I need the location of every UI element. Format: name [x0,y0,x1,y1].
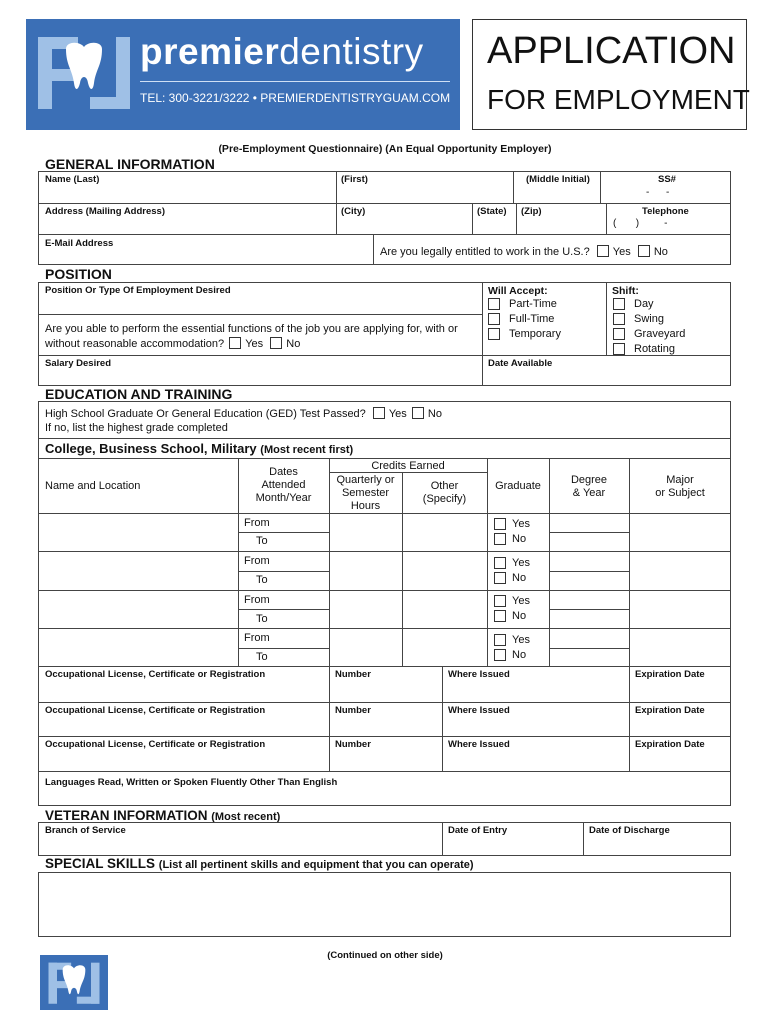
row2-grad-no-label: No [512,572,527,584]
footer-logo-icon [40,955,108,1010]
skills-heading [45,856,474,871]
shift-swing-checkbox[interactable] [613,313,625,325]
college-heading-sub: (Most recent first) [260,444,354,456]
row3-from-label: From [244,594,270,606]
ss-label: SS# [658,174,676,185]
row3-grad-no-checkbox[interactable] [494,610,506,622]
will-accept-label: Will Accept: [488,285,548,297]
city-input[interactable] [338,216,470,232]
legal-no-label: No [653,246,668,258]
col-other-header: Other (Specify) [422,480,467,505]
ss-format: - - [646,187,670,198]
date-available-input[interactable] [484,368,729,384]
entry-date-input[interactable] [444,836,581,854]
languages-input[interactable] [40,789,729,804]
accept-part-time-checkbox[interactable] [488,298,500,310]
license3-expiration-label: Expiration Date [635,739,705,750]
row1-to-label: To [256,535,268,547]
shift-rotating-checkbox[interactable] [613,343,625,355]
able-no-label: No [286,338,301,350]
email-input[interactable] [40,249,371,263]
first-name-input[interactable] [338,185,511,201]
hs-question-text: High School Graduate Or General Education (GED) Test Passed? [45,408,366,420]
zip-input[interactable] [518,216,604,232]
discharge-date-input[interactable] [585,836,729,854]
brand-name [140,31,424,73]
col-name-header: Name and Location [45,480,141,492]
col-quarterly-header: Quarterly or Semester Hours [336,474,395,512]
row2-grad-no-checkbox[interactable] [494,572,506,584]
name-last-label: Name (Last) [45,174,100,185]
zip-label: (Zip) [521,206,542,217]
accept-temporary-label: Temporary [509,328,561,340]
license3-where-label: Where Issued [448,739,510,750]
row3-grad-yes-label: Yes [512,595,530,607]
license3-number-label: Number [335,739,371,750]
shift-day-checkbox[interactable] [613,298,625,310]
email-label: E-Mail Address [45,238,114,249]
hs-note: If no, list the highest grade completed [45,422,228,434]
row1-from-label: From [244,517,270,529]
education-heading: EDUCATION AND TRAINING [45,386,233,402]
able-question-line2 [45,337,300,350]
college-heading [45,441,353,456]
middle-initial-input[interactable] [515,185,598,201]
able-yes-label: Yes [245,338,264,350]
row4-grad-no-label: No [512,649,527,661]
license1-where-label: Where Issued [448,669,510,680]
date-available-label: Date Available [488,358,553,369]
row4-to-label: To [256,651,268,663]
accept-temporary-checkbox[interactable] [488,328,500,340]
state-input[interactable] [474,216,514,232]
row2-to-label: To [256,574,268,586]
telephone-input[interactable] [608,216,729,232]
row1-grad-yes-checkbox[interactable] [494,518,506,530]
able-yes-checkbox[interactable] [229,337,241,349]
license1-label: Occupational License, Certificate or Registration [45,669,266,680]
able-question-line1: Are you able to perform the essential functions of the job you are applying for, with or [45,323,458,335]
legal-yes-label: Yes [612,246,631,258]
license2-number-label: Number [335,705,371,716]
row4-grad-yes-checkbox[interactable] [494,634,506,646]
salary-label: Salary Desired [45,358,112,369]
address-label: Address (Mailing Address) [45,206,166,217]
skills-heading-text: SPECIAL SKILLS [45,856,156,871]
shift-graveyard-label: Graveyard [634,328,686,340]
col-degree-header: Degree & Year [570,474,608,499]
row4-from-label: From [244,632,270,644]
general-heading: GENERAL INFORMATION [45,156,215,172]
legal-yes-checkbox[interactable] [597,245,609,257]
license1-expiration-label: Expiration Date [635,669,705,680]
position-desired-input[interactable] [40,296,480,312]
page-title: APPLICATION [487,30,736,72]
address-input[interactable] [40,216,334,232]
hs-yes-label: Yes [388,408,407,420]
col-credits-header: Credits Earned [371,460,445,472]
row4-grad-no-checkbox[interactable] [494,649,506,661]
col-dates-header: Dates Attended Month/Year [255,466,312,504]
brand-banner [26,19,460,130]
veteran-heading-sub: (Most recent) [211,811,281,823]
able-question-text: without reasonable accommodation? [45,338,225,350]
hs-no-label: No [427,408,442,420]
city-label: (City) [341,206,366,217]
hs-yes-checkbox[interactable] [373,407,385,419]
row2-from-label: From [244,555,270,567]
ss-input[interactable] [602,185,729,201]
name-last-input[interactable] [40,185,334,201]
continued-note: (Continued on other side) [327,950,443,961]
accept-full-time-checkbox[interactable] [488,313,500,325]
accept-full-time-label: Full-Time [509,313,555,325]
first-label: (First) [341,174,368,185]
shift-swing-label: Swing [634,313,664,325]
title-box [472,19,750,130]
branch-input[interactable] [40,836,440,854]
able-no-checkbox[interactable] [270,337,282,349]
position-desired-label: Position Or Type Of Employment Desired [45,285,231,296]
tooth-logo-icon [36,35,132,111]
row1-grad-no-checkbox[interactable] [494,533,506,545]
row1-grad-yes-label: Yes [512,518,530,530]
shift-graveyard-checkbox[interactable] [613,328,625,340]
middle-label: (Middle Initial) [526,174,590,185]
row3-to-label: To [256,613,268,625]
shift-label: Shift: [612,285,639,297]
languages-label: Languages Read, Written or Spoken Fluently Other Than English [45,777,338,788]
page-title-sub: FOR EMPLOYMENT [487,84,750,115]
license2-label: Occupational License, Certificate or Registration [45,705,266,716]
telephone-label: Telephone [642,206,689,217]
hs-no-checkbox[interactable] [412,407,424,419]
hs-question [45,407,442,420]
row2-grad-yes-label: Yes [512,557,530,569]
row4-grad-yes-label: Yes [512,634,530,646]
row3-grad-no-label: No [512,610,527,622]
shift-day-label: Day [634,298,654,310]
col-graduate-header: Graduate [495,480,541,492]
row3-grad-yes-checkbox[interactable] [494,595,506,607]
col-major-header: Major or Subject [655,474,705,499]
state-label: (State) [477,206,507,217]
row2-grad-yes-checkbox[interactable] [494,557,506,569]
telephone-format: ( ) - [613,218,668,229]
skills-textarea[interactable] [38,872,731,937]
contact-info: TEL: 300-3221/3222 • PREMIERDENTISTRYGUAM.COM [140,91,451,105]
subtitle: (Pre-Employment Questionnaire) (An Equal Opportunity Employer) [218,143,552,155]
license2-expiration-label: Expiration Date [635,705,705,716]
college-heading-text: College, Business School, Military [45,441,257,456]
position-heading: POSITION [45,266,112,282]
legal-no-checkbox[interactable] [638,245,650,257]
license1-number-label: Number [335,669,371,680]
discharge-label: Date of Discharge [589,825,670,836]
entry-label: Date of Entry [448,825,508,836]
row1-grad-no-label: No [512,533,527,545]
license3-label: Occupational License, Certificate or Registration [45,739,266,750]
license2-where-label: Where Issued [448,705,510,716]
skills-heading-sub: (List all pertinent skills and equipment that you can operate) [158,859,474,871]
legal-question-text: Are you legally entitled to work in the U.S.? [380,246,590,258]
legal-question [380,245,668,258]
branch-label: Branch of Service [45,825,126,836]
brand-second: dentistry [279,31,424,72]
veteran-heading [45,808,280,823]
veteran-heading-text: VETERAN INFORMATION [45,808,208,823]
shift-rotating-label: Rotating [634,343,675,355]
brand-first: premier [140,31,280,72]
accept-part-time-label: Part-Time [509,298,557,310]
salary-input[interactable] [40,368,480,384]
